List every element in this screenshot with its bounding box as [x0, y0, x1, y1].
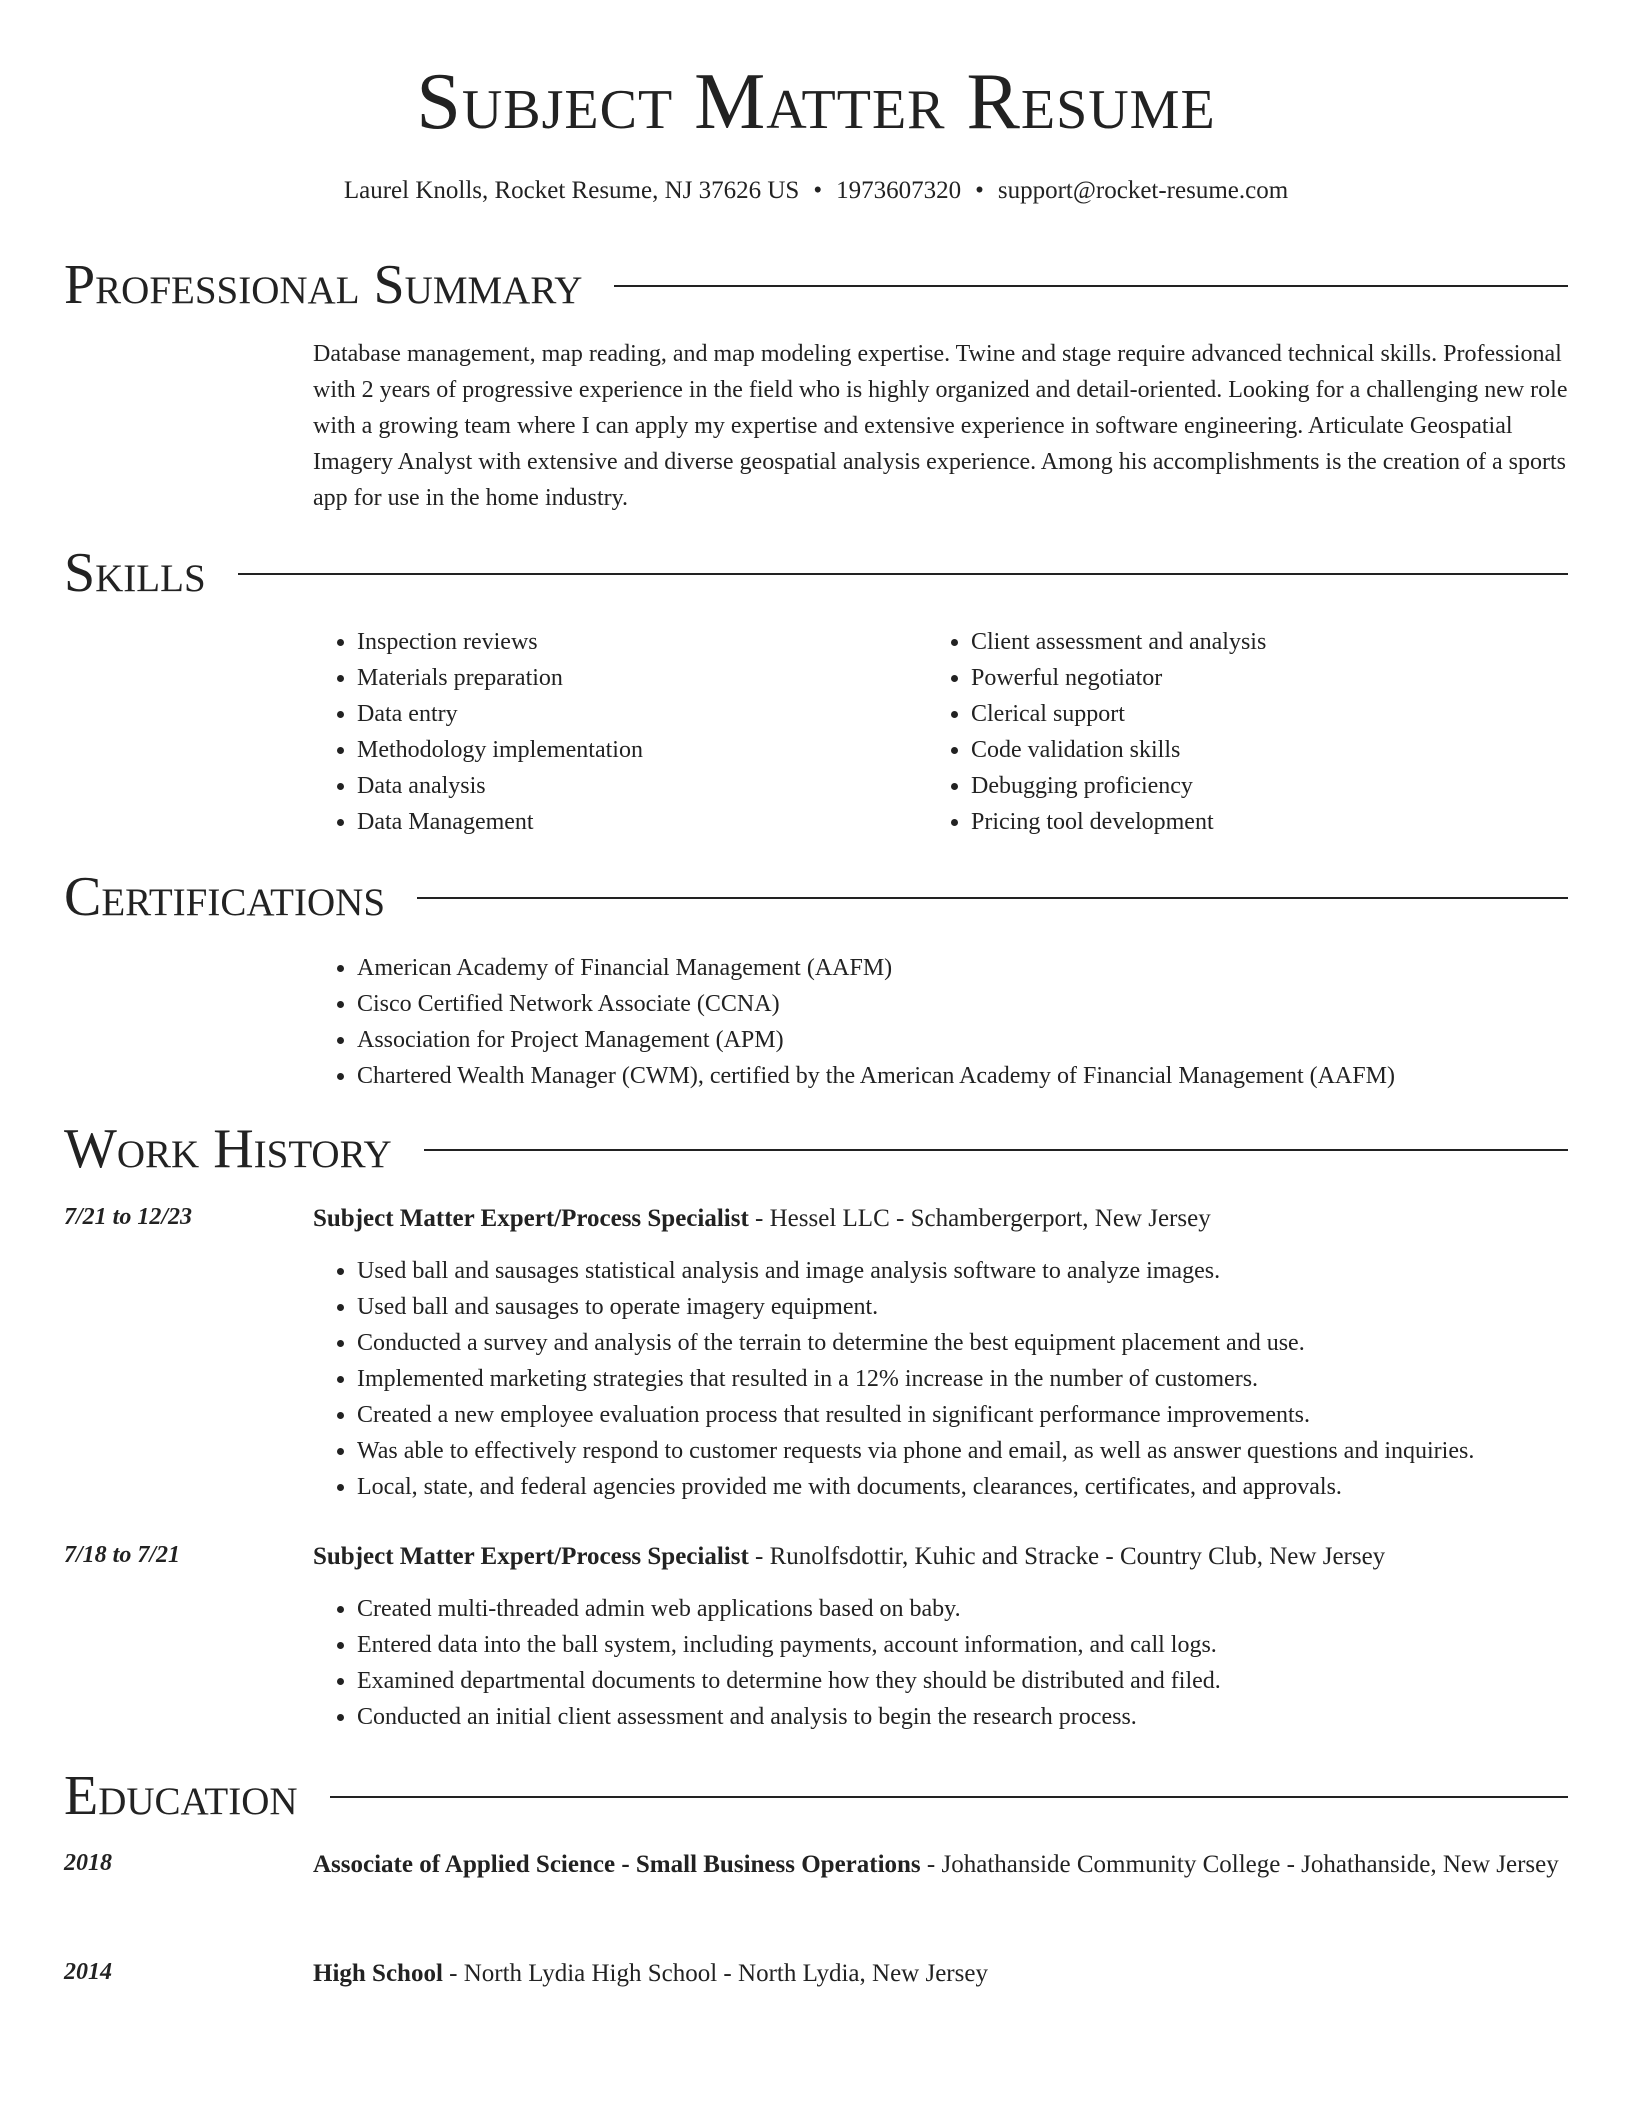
job-details: - Hessel LLC - Schambergerport, New Jersey [748, 1205, 1211, 1232]
skill-item: • Code validation skills [971, 732, 1567, 768]
certification-item: • American Academy of Financial Management (AAFM) [357, 950, 1575, 986]
contact-separator: • [975, 177, 984, 204]
section-header-skills [64, 538, 1568, 608]
job-role: Subject Matter Expert/Process Specialist [313, 1543, 749, 1570]
skill-item: • Materials preparation [357, 660, 913, 696]
skill-item: • Pricing tool development [971, 804, 1567, 840]
education-details: - North Lydia High School - North Lydia, New Jersey [442, 1960, 988, 1987]
education-line [313, 1845, 1575, 1885]
section-header-education [64, 1761, 1568, 1831]
certification-item: • Chartered Wealth Manager (CWM), certified by the American Academy of Financial Management (AAFM) [357, 1058, 1575, 1094]
skill-item: • Client assessment and analysis [971, 624, 1567, 660]
education-line [313, 1954, 1575, 1994]
contact-separator: • [813, 177, 823, 204]
section-title-work-history: Work History [64, 1118, 392, 1180]
skill-item: • Data analysis [357, 768, 913, 804]
job-bullet: • Created multi-threaded admin web applications based on baby. [357, 1591, 1575, 1627]
skill-item: • Debugging proficiency [971, 768, 1567, 804]
skills-column-right [927, 624, 1567, 840]
contact-phone: 1973607320 [836, 177, 962, 204]
job-bullet: • Was able to effectively respond to customer requests via phone and email, as well as answer questions and inquiries. [357, 1433, 1575, 1469]
education-degree: Associate of Applied Science - Small Business Operations [313, 1851, 921, 1878]
skill-item: • Methodology implementation [357, 732, 913, 768]
job-role: Subject Matter Expert/Process Specialist [313, 1205, 749, 1232]
section-header-work-history [64, 1114, 1568, 1184]
section-divider [417, 897, 1568, 899]
job-bullet: • Created a new employee evaluation process that resulted in significant performance improvements. [357, 1397, 1575, 1433]
job-bullet: • Conducted an initial client assessment and analysis to begin the research process. [357, 1699, 1575, 1735]
skill-item: • Data Management [357, 804, 913, 840]
education-year: 2014 [64, 1959, 112, 1985]
section-title-education: Education [64, 1765, 298, 1827]
section-divider [238, 573, 1568, 575]
job-bullet: • Implemented marketing strategies that resulted in a 12% increase in the number of customers. [357, 1361, 1575, 1397]
section-divider [614, 285, 1568, 287]
education-year: 2018 [64, 1850, 112, 1876]
skill-item: • Inspection reviews [357, 624, 913, 660]
job-title-line [313, 1537, 1575, 1577]
job-title-line [313, 1199, 1575, 1239]
skill-item: • Powerful negotiator [971, 660, 1567, 696]
section-divider [424, 1149, 1568, 1151]
education-details: - Johathanside Community College - Johathanside, New Jersey [920, 1851, 1559, 1878]
job-bullet: • Local, state, and federal agencies provided me with documents, clearances, certificates, and approvals. [357, 1469, 1575, 1505]
job-bullet: • Conducted a survey and analysis of the terrain to determine the best equipment placement and use. [357, 1325, 1575, 1361]
section-title-certifications: Certifications [64, 866, 386, 928]
job-details: - Runolfsdottir, Kuhic and Stracke - Country Club, New Jersey [748, 1543, 1386, 1570]
contact-address: Laurel Knolls, Rocket Resume, NJ 37626 US [343, 177, 800, 204]
section-title-summary: Professional Summary [64, 254, 583, 316]
job-dates: 7/18 to 7/21 [64, 1542, 181, 1568]
skills-column-left [313, 624, 913, 840]
section-header-certifications [64, 862, 1568, 932]
education-degree: High School [313, 1960, 443, 1987]
contact-line [0, 176, 1632, 206]
job-bullet: • Used ball and sausages to operate imagery equipment. [357, 1289, 1575, 1325]
job-bullets [313, 1253, 1575, 1505]
job-bullet: • Examined departmental documents to determine how they should be distributed and filed. [357, 1663, 1575, 1699]
skill-item: • Data entry [357, 696, 913, 732]
certification-item: • Cisco Certified Network Associate (CCNA) [357, 986, 1575, 1022]
job-bullet: • Used ball and sausages statistical analysis and image analysis software to analyze images. [357, 1253, 1575, 1289]
section-header-summary [64, 250, 1568, 320]
job-bullets [313, 1591, 1575, 1735]
resume-name: Subject Matter Resume [416, 58, 1216, 146]
certifications-list [313, 950, 1575, 1094]
section-divider [330, 1796, 1568, 1798]
contact-email[interactable]: support@rocket-resume.com [997, 177, 1289, 204]
job-bullet: • Entered data into the ball system, including payments, account information, and call logs. [357, 1627, 1575, 1663]
job-dates: 7/21 to 12/23 [64, 1204, 193, 1230]
section-title-skills: Skills [64, 542, 206, 604]
skill-item: • Clerical support [971, 696, 1567, 732]
certification-item: • Association for Project Management (APM) [357, 1022, 1575, 1058]
summary-text: Database management, map reading, and map modeling expertise. Twine and stage require advanced technical skills. Professional with 2 years of progressive experience in the field who is highly organized and detail-oriented. Looking for a challenging new role with a growing team where I can apply my expertise and extensive experience in software engineering. Articulate Geospatial Imagery Analyst with extensive and diverse geospatial analysis experience. Among his accomplishments is the creation of a sports app for use in the home industry. [313, 341, 1568, 511]
